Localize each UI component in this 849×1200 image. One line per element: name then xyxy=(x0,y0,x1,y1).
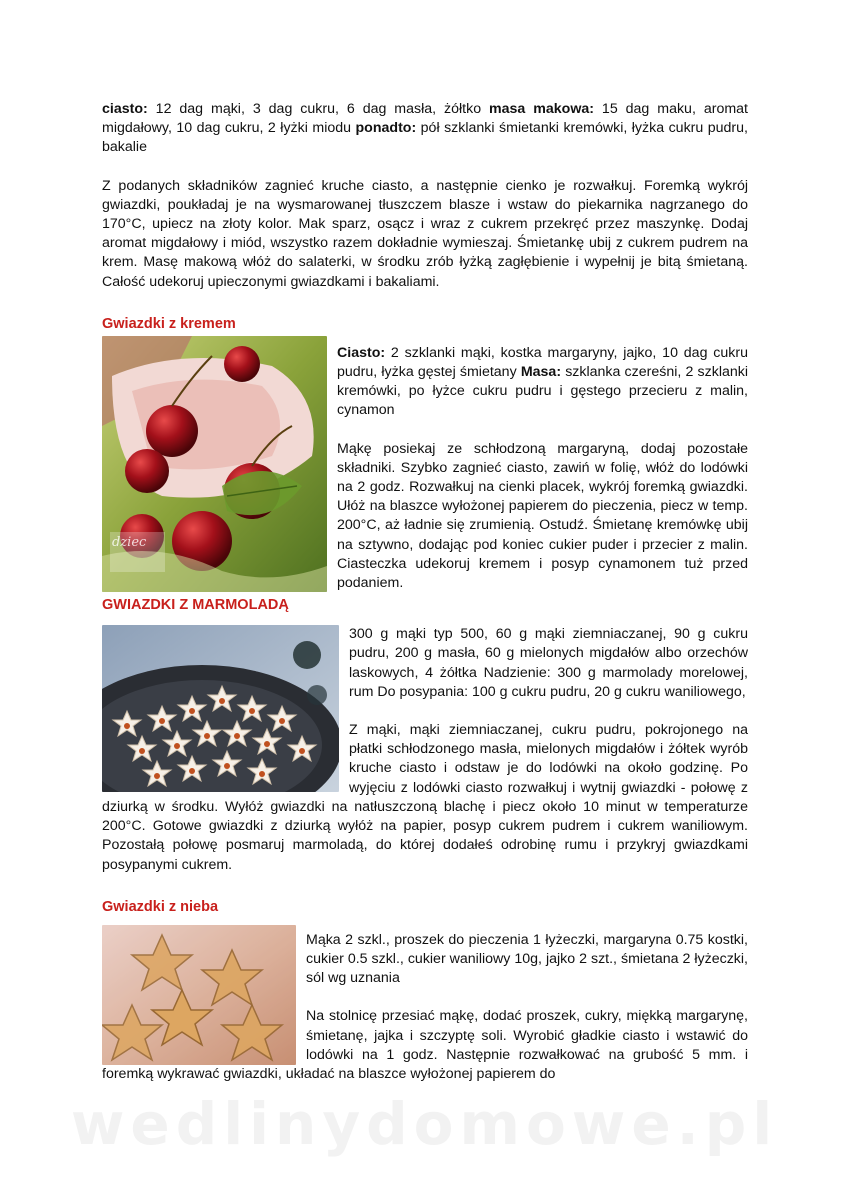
recipe-sky-section xyxy=(102,925,748,1084)
recipe-method: Na stolnicę przesiać mąkę, dodać proszek, cukry, miękką margarynę, śmietanę, jajka i szczyptę soli. Wyrobić gładkie ciasto i wstawić do lodówki na 1 godz. Następnie rozwałkować na grubość 5 mm. i foremką wykrawać gwiazdki, układać na blaszce wyłożonej papierem do xyxy=(102,1008,748,1082)
ingredient-label: masa makowa: xyxy=(489,101,594,117)
ingredient-label: Ciasto: xyxy=(337,344,386,361)
recipe-cream-section xyxy=(102,336,748,593)
recipe-title: GWIAZDKI Z MARMOLADĄ xyxy=(102,597,289,614)
intro-ingredients xyxy=(102,100,748,158)
ingredient-label: ciasto: xyxy=(102,101,148,117)
recipe-title: Gwiazdki z nieba xyxy=(102,898,219,915)
recipe-jam-section xyxy=(102,625,748,874)
recipe-method: Z mąki, mąki ziemniaczanej, cukru pudru, pokrojonego na płatki schłodzonego masła, mielonych migdałów i żółtek wyrób kruche ciasto i odstaw je do lodówki na około godzinę. Po wyjęciu z lodówki ciasto rozwałkuj i wytnij gwiazdki - połowę z dziurką w środku. Wyłóż gwiazdki na natłuszczoną blachę i piecz około 10 minut w temperaturze 200°C. Gotowe gwiazdki z dziurką wyłóż na papier, posyp cukrem pudrem i cukrem waniliowym. Pozostałą połowę posmaruj marmoladą, do której dodałeś odrobinę rumu i przykryj gwiazdkami posypanymi cukrem. xyxy=(102,722,748,873)
cherry-cream-cookie-photo xyxy=(102,336,327,592)
svg-text:dziec: dziec xyxy=(112,534,147,550)
ingredient-text: 2 szklanki mąki, kostka margaryny, jajko, 10 dag cukru pudru, łyżka gęstej śmietany xyxy=(337,344,748,381)
site-watermark: wedlinydomowe.pl xyxy=(70,1090,779,1158)
intro-method: Z podanych składników zagnieć kruche ciasto, a następnie cienko je rozwałkuj. Foremką wykrój gwiazdki, poukładaj je na wysmarowanej tłuszczem blasze i wstaw do piekarnika nagrzanego do 170°C, upiecz na złoty kolor. Mak sparz, osącz i wraz z cukrem przekręć przez maszynkę. Dodaj aromat migdałowy i miód, wszystko razem dokładnie wymieszaj. Śmietankę ubij z cukrem pudrem na krem. Masę makową włóż do salaterki, w środku zrób łyżką zagłębienie i wypełnij je bitą śmietaną. Całość udekoruj upieczonymi gwiazdkami i bakaliami. xyxy=(102,177,748,290)
ingredient-text: 15 dag maku, aromat migdałowy, 10 dag cukru, 2 łyżki miodu xyxy=(102,101,748,137)
jam-star-cookies-photo xyxy=(102,625,339,792)
document-page xyxy=(102,100,748,1084)
recipe-method: Mąkę posiekaj ze schłodzoną margaryną, dodaj pozostałe składniki. Szybko zagnieć ciasto, zawiń w folię, włóż do lodówki na 2 godz. Rozwałkuj na cienki placek, wykrój foremką gwiazdki. Ułóż na blaszce wyłożonej papierem do pieczenia, piecz w temp. 200°C, aż ładnie się zrumienią. Ostudź. Śmietanę kremówkę ubij na sztywno, dodając pod koniec cukier puder i przecier z malin. Ciasteczka udekoruj kremem i posyp cynamonem tuż przed podaniem. xyxy=(337,440,748,592)
ingredient-text: pół szklanki śmietanki kremówki, łyżka cukru pudru, bakalie xyxy=(102,120,748,156)
ingredient-text: 12 dag mąki, 3 dag cukru, 6 dag masła, żółtko xyxy=(147,101,490,117)
recipe-ingredients: 300 g mąki typ 500, 60 g mąki ziemniaczanej, 90 g cukru pudru, 200 g masła, 60 g mielonych migdałów albo orzechów laskowych, 4 żółtka Nadzienie: 300 g marmolady morelowej, rum Do posypania: 100 g cukru pudru, 20 g cukru waniliowego, xyxy=(349,626,748,700)
ingredient-label: ponadto: xyxy=(355,120,417,137)
recipe-title: Gwiazdki z kremem xyxy=(102,315,236,332)
ingredient-label: Masa: xyxy=(520,364,562,381)
golden-star-cookies-photo xyxy=(102,925,296,1065)
ingredient-text: szklanka czereśni, 2 szklanki kremówki, po łyżce cukru pudru i gęstego przecieru z malin, cynamon xyxy=(337,364,749,419)
recipe-ingredients: Mąka 2 szkl., proszek do pieczenia 1 łyżeczki, margaryna 0.75 kostki, cukier 0.5 szkl., cukier waniliowy 10g, jajko 2 szt., śmietana 2 łyżeczki, sól wg uznania xyxy=(306,931,748,987)
